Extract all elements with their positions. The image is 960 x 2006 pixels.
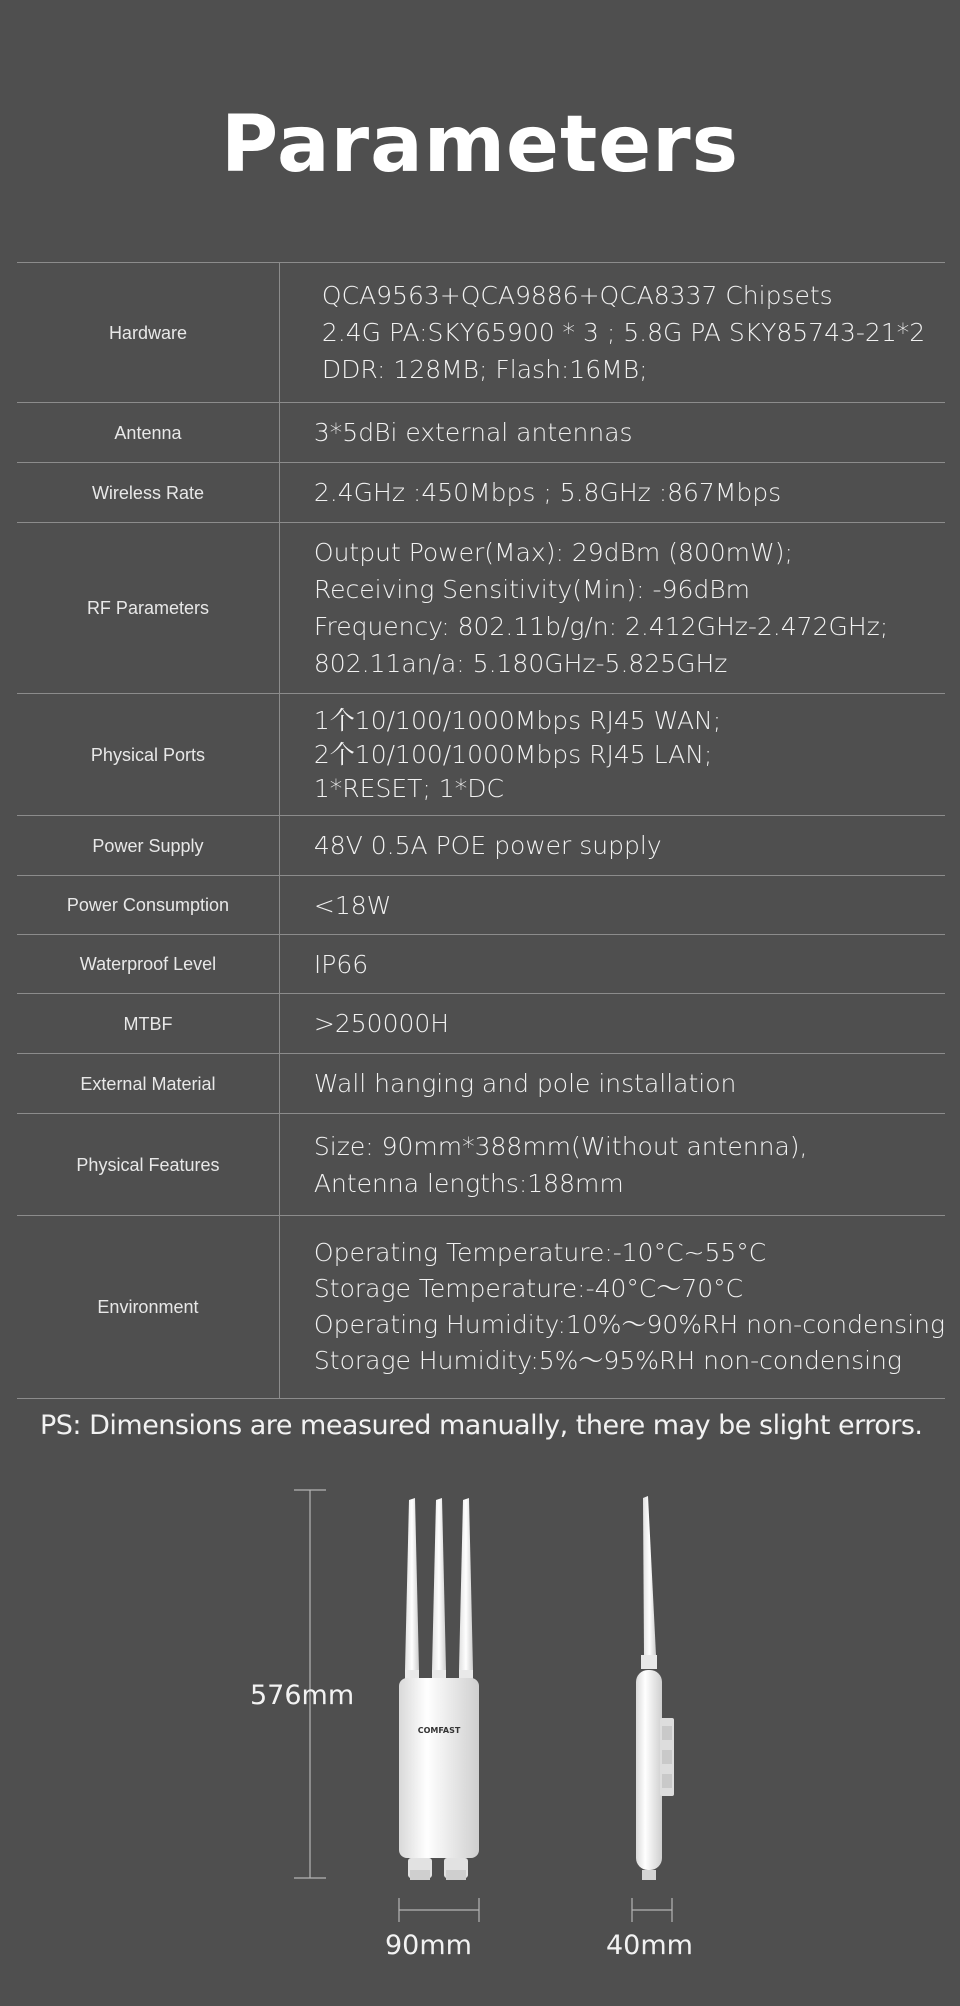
spec-value-line: 2.4G PA:SKY65900 * 3 ; 5.8G PA SKY85743-21*2 [321,318,926,347]
spec-value-line: Frequency: 802.11b/g/n: 2.412GHz-2.472GHz; [313,612,889,641]
spec-row-waterproof-level [17,935,945,994]
height-label: 576mm [250,1680,355,1711]
product-dimension-diagram [0,1470,960,1990]
spec-row-mtbf [17,994,945,1054]
spec-value-line: <18W [313,890,392,920]
spec-row-power-consumption [17,876,945,935]
spec-value-line: DDR: 128MB; Flash:16MB; [321,355,648,384]
spec-value-line: Storage Humidity:5%～95%RH non-condensing [313,1346,902,1375]
front-antennas [405,1498,473,1680]
spec-key: External Material [17,1054,279,1114]
spec-value-line: 1个10/100/1000Mbps RJ45 WAN; [313,705,722,735]
spec-value-line: >250000H [313,1009,450,1038]
spec-value-line: Storage Temperature:-40°C～70°C [313,1274,744,1303]
spec-key: Hardware [17,263,279,403]
width-label: 90mm [385,1930,472,1961]
spec-value-line: Output Power(Max): 29dBm (800mW); [313,538,793,567]
side-view [636,1496,674,1880]
spec-value-line: 48V 0.5A POE power supply [313,831,662,860]
spec-value [279,816,945,876]
spec-value-line: Size: 90mm*388mm(Without antenna), [313,1131,808,1161]
spec-value [279,994,945,1054]
spec-key: Power Supply [17,816,279,876]
spec-value-line: 3*5dBi external antennas [313,418,633,447]
spec-row-environment [17,1216,945,1399]
spec-value-line: 802.11an/a: 5.180GHz-5.825GHz [313,649,728,678]
spec-value-line: Operating Temperature:-10°C~55°C [313,1238,767,1267]
spec-key: Environment [17,1216,279,1399]
spec-value-line: Antenna lengths:188mm [313,1168,624,1198]
spec-row-antenna [17,403,945,463]
spec-value [279,463,945,523]
spec-row-physical-features [17,1114,945,1216]
spec-value-line: 2.4GHz :450Mbps ; 5.8GHz :867Mbps [313,478,782,507]
spec-value-line: Operating Humidity:10%～90%RH non-condensing [313,1310,945,1339]
spec-value-line: Receiving Sensitivity(Min): -96dBm [313,575,750,604]
depth-label: 40mm [606,1930,693,1961]
spec-row-rf-parameters [17,523,945,694]
spec-value [279,1114,945,1216]
spec-key: Wireless Rate [17,463,279,523]
spec-value [279,403,945,463]
spec-key: Waterproof Level [17,935,279,994]
spec-row-wireless-rate [17,463,945,523]
spec-row-hardware [17,263,945,403]
page-title: Parameters [220,100,740,190]
spec-value [279,935,945,994]
spec-value [279,1054,945,1114]
spec-key: Physical Ports [17,694,279,816]
spec-row-physical-ports [17,694,945,816]
spec-row-external-material [17,1054,945,1114]
spec-value [279,876,945,935]
spec-key: Power Consumption [17,876,279,935]
spec-value [279,263,945,403]
spec-value [279,1216,945,1399]
spec-value-line: 1*RESET; 1*DC [313,773,504,803]
spec-key: MTBF [17,994,279,1054]
spec-value-line: QCA9563+QCA9886+QCA8337 Chipsets [321,281,833,310]
spec-key: Physical Features [17,1114,279,1216]
spec-value-line: IP66 [313,949,369,979]
front-body [399,1678,479,1880]
spec-row-power-supply [17,816,945,876]
spec-key: Antenna [17,403,279,463]
brand-logo: COMFAST [417,1726,461,1735]
depth-dimension-line [632,1898,672,1922]
spec-value-line: 2个10/100/1000Mbps RJ45 LAN; [313,739,713,769]
spec-value-line: Wall hanging and pole installation [313,1069,737,1098]
spec-table [17,262,945,1399]
spec-value [279,694,945,816]
disclaimer-note: PS: Dimensions are measured manually, there may be slight errors. [40,1410,923,1441]
spec-key: RF Parameters [17,523,279,694]
spec-value [279,523,945,694]
width-dimension-line [399,1898,479,1922]
